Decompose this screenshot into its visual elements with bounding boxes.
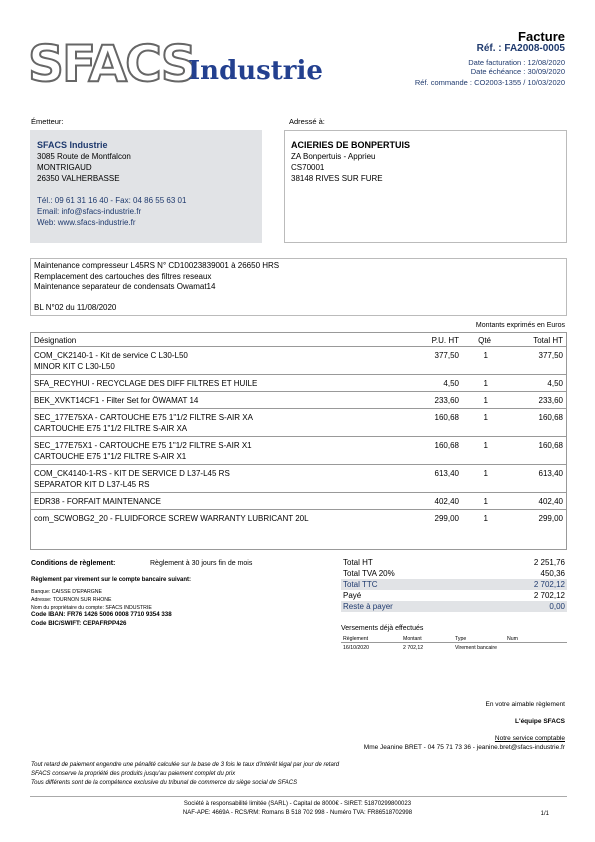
table-row bbox=[31, 392, 566, 409]
line-total: 160,68 bbox=[538, 413, 563, 422]
invoice-date: Date facturation : 12/08/2020 bbox=[468, 58, 565, 67]
payments-header bbox=[341, 635, 567, 643]
line-qty: 1 bbox=[483, 497, 488, 506]
total-value: 450,36 bbox=[540, 569, 565, 578]
total-label: Total TTC bbox=[343, 580, 378, 589]
team-signature: L'équipe SFACS bbox=[515, 718, 565, 725]
total-ttc-row bbox=[341, 579, 567, 590]
total-value: 2 702,12 bbox=[533, 580, 565, 589]
payments-col-num: Num bbox=[507, 636, 518, 642]
line-unit-price: 402,40 bbox=[434, 497, 459, 506]
table-row bbox=[31, 347, 566, 375]
recipient-address-line: 38148 RIVES SUR FURE bbox=[291, 174, 383, 183]
bank-transfer-title: Règlement par virement sur le compte bancaire suivant: bbox=[31, 577, 192, 583]
line-total: 233,60 bbox=[538, 396, 563, 405]
accounting-service: Notre service comptable bbox=[494, 735, 565, 742]
total-label: Total HT bbox=[343, 558, 373, 567]
line-subdesc: SEPARATOR KIT D L37-L45 RS bbox=[34, 480, 150, 489]
line-total: 299,00 bbox=[538, 514, 563, 523]
logo-sfacs-text: SFACS bbox=[28, 35, 195, 93]
payment-date: 16/10/2020 bbox=[343, 645, 369, 651]
line-designation: COM_CK4140-1-RS - KIT DE SERVICE D L37-L45 RS bbox=[34, 469, 230, 478]
table-row bbox=[31, 409, 566, 437]
bic: Code BIC/SWIFT: CEPAFRPP426 bbox=[31, 620, 127, 627]
sender-address-line: 26350 VALHERBASSE bbox=[37, 174, 120, 183]
remaining-row bbox=[341, 601, 567, 612]
table-row bbox=[31, 375, 566, 392]
subject-line: Remplacement des cartouches des filtres reseaux bbox=[34, 271, 212, 281]
line-total: 613,40 bbox=[538, 469, 563, 478]
invoice-title: Facture bbox=[518, 29, 565, 44]
subject-line: Maintenance compresseur L45RS N° CD10023839001 à 26650 HRS bbox=[34, 261, 280, 270]
line-qty: 1 bbox=[483, 441, 488, 450]
line-designation: SEC_177E75X1 - CARTOUCHE E75 1"1/2 FILTRE S-AIR X1 bbox=[34, 441, 252, 450]
accounting-contact: Mme Jeanine BRET - 04 75 71 73 36 - jeanine.bret@sfacs-industrie.fr bbox=[363, 744, 565, 751]
line-designation: com_SCWOBG2_20 - FLUIDFORCE SCREW WARRANTY LUBRICANT 20L bbox=[34, 514, 309, 523]
invoice-due-date: Date échéance : 30/09/2020 bbox=[470, 67, 565, 76]
logo-industrie-text: Industrie bbox=[188, 56, 323, 86]
line-subdesc: MINOR KIT C L30-L50 bbox=[34, 362, 115, 371]
line-qty: 1 bbox=[483, 396, 488, 405]
recipient-address-line: CS70001 bbox=[291, 163, 325, 172]
sender-address-line: MONTRIGAUD bbox=[37, 163, 92, 172]
line-unit-price: 233,60 bbox=[434, 396, 459, 405]
payment-terms-value: Règlement à 30 jours fin de mois bbox=[150, 560, 253, 567]
legal-line: SFACS conserve la propriété des produits jusqu'au paiement complet du prix bbox=[31, 771, 236, 777]
line-designation: SEC_177E75XA - CARTOUCHE E75 1"1/2 FILTRE S-AIR XA bbox=[34, 413, 253, 422]
line-designation: BEK_XVKT14CF1 - Filter Set for ÖWAMAT 14 bbox=[34, 396, 199, 405]
payment-type: Virement bancaire bbox=[455, 645, 498, 651]
paid-row bbox=[341, 590, 567, 601]
currency-note: Montants exprimés en Euros bbox=[475, 322, 565, 329]
total-label: Reste à payer bbox=[343, 602, 393, 611]
subject-line: Maintenance separateur de condensats Owamat14 bbox=[34, 282, 216, 291]
line-qty: 1 bbox=[483, 413, 488, 422]
footer-registration: NAF-APE: 4669A - RCS/RM: Romans B 518 702 998 - Numéro TVA: FR86518702998 bbox=[182, 810, 413, 816]
legal-line: Tous différents sont de la compétence exclusive du tribunal de commerce du siège social de SFACS bbox=[31, 780, 298, 786]
line-unit-price: 160,68 bbox=[434, 413, 459, 422]
total-ht-row bbox=[341, 557, 567, 568]
table-row bbox=[31, 493, 566, 510]
payment-amount: 2 702,12 bbox=[403, 645, 424, 651]
sender-label: Émetteur: bbox=[31, 117, 64, 126]
line-qty: 1 bbox=[483, 351, 488, 360]
line-total: 160,68 bbox=[538, 441, 563, 450]
payments-col-date: Règlement bbox=[343, 636, 369, 642]
table-row bbox=[31, 465, 566, 493]
total-value: 2 251,76 bbox=[533, 558, 565, 567]
delivery-note: BL N°02 du 11/08/2020 bbox=[34, 302, 117, 312]
sender-phone: Tél.: 09 61 31 16 40 - Fax: 04 86 55 63 01 bbox=[37, 196, 187, 205]
sender-address-line: 3085 Route de Montfalcon bbox=[37, 152, 131, 161]
table-row bbox=[31, 437, 566, 465]
footer-company-info: Société à responsabilité limitée (SARL) - Capital de 8000€ - SIRET: 51870299800023 bbox=[183, 801, 412, 807]
invoice-order-ref: Réf. commande : CO2003-1355 / 10/03/2020 bbox=[414, 78, 565, 87]
page-number: 1/1 bbox=[540, 811, 549, 817]
subject-box bbox=[30, 258, 567, 316]
totals-block bbox=[341, 557, 567, 612]
line-unit-price: 160,68 bbox=[434, 441, 459, 450]
line-qty: 1 bbox=[483, 469, 488, 478]
col-quantity: Qté bbox=[478, 336, 491, 345]
line-designation: COM_CK2140-1 - Kit de service C L30-L50 bbox=[34, 351, 188, 360]
line-subdesc: CARTOUCHE E75 1"1/2 FILTRE S-AIR X1 bbox=[34, 452, 187, 461]
bank-address: Adresse: TOURNON SUR RHONE bbox=[31, 597, 112, 603]
account-owner: Nom du propriétaire du compte: SFACS INDUSTRIE bbox=[31, 605, 152, 611]
line-total: 4,50 bbox=[547, 379, 563, 388]
sender-email: Email: info@sfacs-industrie.fr bbox=[37, 207, 142, 216]
bank-name: Banque: CAISSE D'EPARGNE bbox=[31, 589, 102, 595]
payments-col-type: Type bbox=[455, 636, 467, 642]
total-value: 2 702,12 bbox=[533, 591, 565, 600]
line-designation: EDR38 - FORFAIT MAINTENANCE bbox=[34, 497, 161, 506]
line-qty: 1 bbox=[483, 379, 488, 388]
invoice-ref: Réf. : FA2008-0005 bbox=[476, 43, 565, 54]
payments-col-amount: Montant bbox=[403, 636, 422, 642]
line-subdesc: CARTOUCHE E75 1"1/2 FILTRE S-AIR XA bbox=[34, 424, 188, 433]
line-unit-price: 299,00 bbox=[434, 514, 459, 523]
col-total: Total HT bbox=[533, 336, 563, 345]
total-tva-row bbox=[341, 568, 567, 579]
line-total: 402,40 bbox=[538, 497, 563, 506]
table-header bbox=[31, 333, 566, 347]
sender-name: SFACS Industrie bbox=[37, 140, 108, 150]
recipient-name: ACIERIES DE BONPERTUIS bbox=[291, 140, 411, 150]
payment-terms-label: Conditions de règlement: bbox=[31, 560, 116, 567]
recipient-label: Adressé à: bbox=[289, 117, 325, 126]
recipient-address-line: ZA Bonpertuis - Apprieu bbox=[291, 152, 376, 161]
legal-line: Tout retard de paiement engendre une pénalité calculée sur la base de 3 fois le taux d'intérêt légal par jour de retard bbox=[31, 762, 340, 768]
company-logo bbox=[28, 35, 323, 94]
footer-divider bbox=[30, 796, 567, 797]
total-label: Total TVA 20% bbox=[343, 569, 395, 578]
col-designation: Désignation bbox=[34, 336, 77, 345]
line-unit-price: 613,40 bbox=[434, 469, 459, 478]
closing-line: En votre aimable règlement bbox=[485, 701, 565, 708]
iban: Code IBAN: FR76 1426 5006 0008 7710 9354 338 bbox=[31, 611, 172, 618]
line-total: 377,50 bbox=[538, 351, 563, 360]
col-unit-price: P.U. HT bbox=[431, 336, 459, 345]
line-unit-price: 377,50 bbox=[434, 351, 459, 360]
total-label: Payé bbox=[343, 591, 362, 600]
recipient-box bbox=[284, 130, 567, 243]
total-value: 0,00 bbox=[549, 602, 565, 611]
payment-row bbox=[341, 644, 567, 652]
line-unit-price: 4,50 bbox=[443, 379, 459, 388]
sender-web: Web: www.sfacs-industrie.fr bbox=[37, 218, 136, 227]
line-qty: 1 bbox=[483, 514, 488, 523]
sender-box bbox=[30, 130, 262, 243]
line-designation: SFA_RECYHUI - RECYCLAGE DES DIFF FILTRES ET HUILE bbox=[34, 379, 258, 388]
payments-title: Versements déjà effectués bbox=[341, 625, 424, 632]
invoice-lines-table bbox=[30, 332, 567, 550]
table-row bbox=[31, 510, 566, 550]
